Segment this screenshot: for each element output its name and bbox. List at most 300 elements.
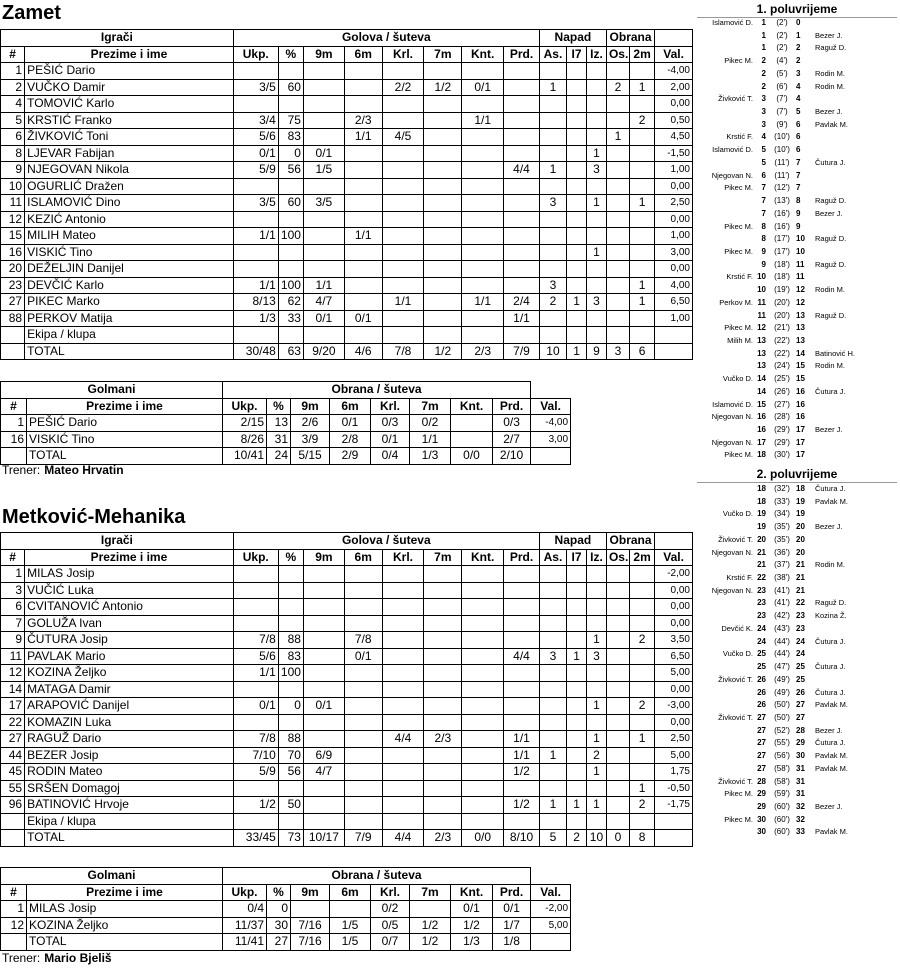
stat-cell: 1/1 [233, 228, 278, 245]
stat-cell [539, 813, 566, 830]
away-score: 14 [796, 348, 805, 358]
stat-cell [539, 211, 566, 228]
stat-cell: 1/1 [504, 747, 540, 764]
value-cell [531, 448, 571, 465]
stat-cell [424, 96, 462, 113]
stat-cell: 9/20 [303, 343, 344, 360]
stat-cell [539, 731, 566, 748]
player-row [1, 277, 693, 294]
header-obrana-suteva: Obrana / šuteva [223, 868, 531, 885]
stat-cell [424, 178, 462, 195]
stat-cell: 7/16 [291, 917, 330, 934]
player-name: OGURLIĆ Dražen [25, 178, 234, 195]
home-scorer: Živković T. [718, 712, 753, 722]
stat-cell: 1 [587, 698, 607, 715]
player-row [1, 343, 693, 360]
minute: (16') [774, 221, 790, 231]
header-columns-row [1, 46, 693, 63]
stat-cell: 8 [629, 830, 654, 847]
pbp-event [697, 437, 900, 450]
stat-cell [587, 714, 607, 731]
header-golmani: Golmani [1, 382, 223, 399]
stat-cell [382, 599, 424, 616]
pbp-event [697, 547, 900, 560]
stat-cell: 73 [278, 830, 303, 847]
stat-cell [567, 244, 587, 261]
away-score: 15 [796, 374, 805, 384]
player-number: 5 [1, 112, 25, 129]
away-score: 20 [796, 534, 805, 544]
home-scorer: Njegovan N. [711, 585, 753, 595]
value-cell: -4,00 [655, 63, 693, 80]
stat-cell [539, 632, 566, 649]
stat-cell: 6 [629, 343, 654, 360]
stat-cell: 6/9 [303, 747, 344, 764]
header-col: Knt. [462, 549, 504, 566]
player-number [1, 327, 25, 344]
player-number: 6 [1, 599, 25, 616]
home-players-table [0, 29, 693, 360]
away-score: 0 [796, 18, 801, 27]
stat-cell [462, 162, 504, 179]
stat-cell: 62 [278, 294, 303, 311]
stat-cell [344, 277, 382, 294]
stat-cell [303, 112, 344, 129]
away-coach [2, 951, 112, 965]
pbp-event [697, 208, 900, 221]
stat-cell [629, 129, 654, 146]
stat-cell: 1/2 [504, 764, 540, 781]
away-score: 33 [796, 827, 805, 837]
header-col: Prd. [493, 884, 531, 901]
header-col: Val. [655, 549, 693, 566]
goalkeeper-number: 1 [1, 901, 27, 918]
minute: (7') [776, 94, 788, 104]
stat-cell [382, 162, 424, 179]
stat-cell [424, 632, 462, 649]
stat-cell [424, 195, 462, 212]
header-col: Ukp. [233, 549, 278, 566]
stat-cell: 0/3 [493, 415, 531, 432]
value-cell: 1,00 [655, 162, 693, 179]
header-num: # [1, 884, 27, 901]
player-name: RODIN Mateo [25, 764, 234, 781]
stat-cell: 2 [606, 79, 629, 96]
goalkeeper-number: 16 [1, 431, 27, 448]
player-name: PAVLAK Mario [25, 648, 234, 665]
header-col: 7m [410, 884, 451, 901]
value-cell: -2,00 [655, 566, 693, 583]
stat-cell [567, 228, 587, 245]
away-score: 12 [796, 285, 805, 295]
stat-cell [539, 780, 566, 797]
stat-cell [629, 566, 654, 583]
stat-cell: 1/2 [410, 934, 451, 951]
stat-cell [424, 244, 462, 261]
header-golova-suteva: Golova / šuteva [233, 30, 539, 47]
stat-cell [233, 244, 278, 261]
away-score: 12 [796, 297, 805, 307]
stat-cell [606, 764, 629, 781]
stat-cell: 2/2 [382, 79, 424, 96]
stat-cell [606, 145, 629, 162]
stat-cell [233, 178, 278, 195]
pbp-event [697, 763, 900, 776]
stat-cell [504, 615, 540, 632]
minute: (33') [774, 496, 790, 506]
away-scorer: Pavlak M. [815, 496, 848, 506]
player-name: SRŠEN Domagoj [25, 780, 234, 797]
value-cell: 3,00 [531, 431, 571, 448]
away-scorer: Čutura J. [815, 738, 846, 748]
value-cell: -1,75 [655, 797, 693, 814]
player-number: 23 [1, 277, 25, 294]
header-col: Val. [655, 46, 693, 63]
player-name: KOMAZIN Luka [25, 714, 234, 731]
stat-cell [606, 698, 629, 715]
pbp-event [697, 42, 900, 55]
player-name: PEŠIĆ Dario [25, 63, 234, 80]
player-number: 9 [1, 632, 25, 649]
player-row [1, 797, 693, 814]
player-number: 10 [1, 178, 25, 195]
away-scorer: Pavlak M. [815, 751, 848, 761]
stat-cell [233, 714, 278, 731]
header-col: Iz. [587, 46, 607, 63]
pbp-event [697, 788, 900, 801]
value-cell: -1,50 [655, 145, 693, 162]
away-scorer: Bezer J. [815, 208, 843, 218]
player-row [1, 714, 693, 731]
stat-cell [567, 780, 587, 797]
header-napad: Napad [539, 533, 606, 550]
stat-cell: 0/1 [303, 310, 344, 327]
stat-cell [233, 96, 278, 113]
player-name: VISKIĆ Tino [25, 244, 234, 261]
pbp-event [697, 93, 900, 106]
away-score: 21 [796, 585, 805, 595]
stat-cell [462, 277, 504, 294]
stat-cell [629, 244, 654, 261]
header-col: 2m [629, 549, 654, 566]
stat-cell [462, 63, 504, 80]
away-score: 24 [796, 649, 805, 659]
home-coach [2, 463, 124, 477]
away-scorer: Bezer J. [815, 107, 843, 117]
minute: (7') [776, 107, 788, 117]
stat-cell [382, 277, 424, 294]
stat-cell [382, 195, 424, 212]
away-score: 25 [796, 674, 805, 684]
stat-cell [382, 813, 424, 830]
stat-cell: 0/4 [371, 448, 410, 465]
home-score: 10 [757, 272, 766, 282]
stat-cell [587, 63, 607, 80]
player-name: TOTAL [25, 343, 234, 360]
value-cell: 0,00 [655, 261, 693, 278]
away-score: 17 [796, 425, 805, 435]
first-half-title: 1. poluvrijeme [697, 1, 897, 18]
stat-cell [382, 747, 424, 764]
stat-cell [278, 813, 303, 830]
stat-cell: 4/7 [303, 294, 344, 311]
stat-cell: 1/1 [410, 431, 451, 448]
stat-cell [344, 797, 382, 814]
home-scorer: Islamović D. [712, 18, 753, 27]
stat-cell [606, 277, 629, 294]
player-name: ISLAMOVIĆ Dino [25, 195, 234, 212]
away-score: 26 [796, 687, 805, 697]
pbp-event [697, 399, 900, 412]
stat-cell [233, 582, 278, 599]
goalkeeper-number: 12 [1, 917, 27, 934]
stat-cell: 1/3 [410, 448, 451, 465]
home-scorer: Milih M. [727, 336, 753, 345]
stat-cell [344, 698, 382, 715]
home-score: 2 [761, 68, 766, 78]
value-cell: 0,00 [655, 615, 693, 632]
stat-cell: 2 [629, 632, 654, 649]
pbp-event [697, 30, 900, 43]
home-scorer: Vučko D. [722, 509, 753, 519]
away-score: 2 [796, 56, 801, 66]
player-name: KRSTIĆ Franko [25, 112, 234, 129]
stat-cell [504, 79, 540, 96]
stat-cell [606, 112, 629, 129]
stat-cell [303, 681, 344, 698]
stat-cell [587, 615, 607, 632]
stat-cell: 0/4 [223, 901, 267, 918]
away-score: 20 [796, 547, 805, 557]
pbp-event [697, 508, 900, 521]
stat-cell [504, 129, 540, 146]
stat-cell: 0 [606, 830, 629, 847]
away-score: 5 [796, 107, 801, 117]
home-scorer: Pikec M. [724, 450, 753, 460]
stat-cell [424, 582, 462, 599]
stat-cell: 5/6 [233, 129, 278, 146]
stat-cell: 8/13 [233, 294, 278, 311]
stat-cell [303, 632, 344, 649]
stat-cell: 0 [278, 145, 303, 162]
player-name: ČUTURA Josip [25, 632, 234, 649]
minute: (22') [774, 348, 790, 358]
pbp-event [697, 483, 900, 496]
home-score: 7 [761, 208, 766, 218]
away-score: 23 [796, 611, 805, 621]
stat-cell [539, 178, 566, 195]
player-number [1, 813, 25, 830]
stat-cell [587, 211, 607, 228]
stat-cell [382, 327, 424, 344]
stat-cell: 4/4 [382, 830, 424, 847]
stat-cell [344, 261, 382, 278]
minute: (18') [774, 259, 790, 269]
stat-cell [629, 714, 654, 731]
player-number: 20 [1, 261, 25, 278]
pbp-event [697, 496, 900, 509]
stat-cell [629, 764, 654, 781]
stat-cell: 1 [629, 79, 654, 96]
player-row [1, 244, 693, 261]
minute: (20') [774, 297, 790, 307]
stat-cell: 3/5 [303, 195, 344, 212]
header-col: 9m [303, 46, 344, 63]
pbp-event [697, 801, 900, 814]
stat-cell: 1/1 [462, 112, 504, 129]
stat-cell [278, 178, 303, 195]
away-score: 1 [796, 30, 801, 40]
home-scorer: Pikec M. [724, 246, 753, 256]
value-cell [655, 813, 693, 830]
home-scorer: Pikec M. [724, 183, 753, 193]
home-scorer: Vučko D. [722, 374, 753, 384]
minute: (50') [774, 700, 790, 710]
goalkeeper-name: VISKIĆ Tino [27, 431, 223, 448]
stat-cell [606, 714, 629, 731]
home-score: 12 [757, 323, 766, 333]
minute: (6') [776, 81, 788, 91]
stat-cell [462, 780, 504, 797]
value-cell [655, 830, 693, 847]
pbp-event [697, 648, 900, 661]
away-score: 19 [796, 496, 805, 506]
minute: (60') [774, 814, 790, 824]
player-name: TOTAL [25, 830, 234, 847]
stat-cell: 1/2 [424, 343, 462, 360]
stat-cell: 0/1 [233, 145, 278, 162]
player-row [1, 145, 693, 162]
goalkeeper-row [1, 934, 571, 951]
stat-cell [539, 63, 566, 80]
stat-cell [233, 327, 278, 344]
stat-cell [462, 327, 504, 344]
stat-cell [382, 244, 424, 261]
stat-cell [567, 813, 587, 830]
stat-cell [539, 129, 566, 146]
home-score: 3 [761, 119, 766, 129]
stat-cell [606, 261, 629, 278]
header-col: % [278, 46, 303, 63]
home-scorer: Njegovan N. [711, 437, 753, 447]
stat-cell: 1/3 [451, 934, 493, 951]
stat-cell: 7/9 [344, 830, 382, 847]
player-number: 88 [1, 310, 25, 327]
player-name: ARAPOVIĆ Danijel [25, 698, 234, 715]
stat-cell [462, 714, 504, 731]
away-score: 6 [796, 119, 801, 129]
value-cell: 3,50 [655, 632, 693, 649]
stat-cell: 10/41 [223, 448, 267, 465]
home-score: 24 [757, 636, 766, 646]
stat-cell: 1/8 [493, 934, 531, 951]
stat-cell [539, 615, 566, 632]
stat-cell [504, 599, 540, 616]
home-score: 13 [757, 336, 766, 345]
stat-cell [606, 294, 629, 311]
stat-cell: 11/37 [223, 917, 267, 934]
stat-cell: 7/16 [291, 934, 330, 951]
stat-cell: 63 [278, 343, 303, 360]
goalkeeper-row [1, 415, 571, 432]
stat-cell: 70 [278, 747, 303, 764]
stat-cell: 3/9 [291, 431, 330, 448]
pbp-event [697, 776, 900, 789]
stat-cell [462, 566, 504, 583]
stat-cell: 33 [278, 310, 303, 327]
stat-cell [424, 327, 462, 344]
home-scorer: Njegovan N. [711, 412, 753, 422]
stat-cell: 1 [587, 764, 607, 781]
stat-cell: 1 [629, 731, 654, 748]
stat-cell [424, 145, 462, 162]
home-scorer: Živković T. [718, 534, 753, 544]
stat-cell [567, 582, 587, 599]
header-obrana-suteva: Obrana / šuteva [223, 382, 531, 399]
away-scorer: Raguž D. [815, 196, 847, 206]
home-score: 2 [761, 81, 766, 91]
stat-cell: 1 [567, 294, 587, 311]
stat-cell: 1 [587, 731, 607, 748]
away-scorer: Bezer J. [815, 522, 843, 532]
pbp-event [697, 610, 900, 623]
stat-cell: 5/6 [233, 648, 278, 665]
home-score: 23 [757, 598, 766, 608]
stat-cell [382, 780, 424, 797]
goalkeeper-number [1, 448, 27, 465]
stat-cell [504, 813, 540, 830]
stat-cell [382, 566, 424, 583]
home-scorer: Krstić F. [726, 573, 753, 583]
stat-cell [344, 96, 382, 113]
minute: (34') [774, 509, 790, 519]
stat-cell [606, 195, 629, 212]
away-scorer: Čutura J. [815, 662, 846, 672]
stat-cell [382, 698, 424, 715]
stat-cell [278, 327, 303, 344]
header-obrana: Obrana [606, 533, 654, 550]
minute: (29') [774, 425, 790, 435]
player-name: PIKEC Marko [25, 294, 234, 311]
stat-cell [424, 681, 462, 698]
home-score: 8 [761, 221, 766, 231]
header-col: Krl. [382, 46, 424, 63]
stat-cell [567, 698, 587, 715]
pbp-event [697, 826, 900, 839]
value-cell: 0,00 [655, 96, 693, 113]
stat-cell [629, 615, 654, 632]
stat-cell [504, 195, 540, 212]
stat-cell [606, 162, 629, 179]
player-number: 27 [1, 731, 25, 748]
home-score: 26 [757, 674, 766, 684]
value-cell: 0,00 [655, 582, 693, 599]
value-cell: 2,00 [655, 79, 693, 96]
away-scorer: Čutura J. [815, 157, 846, 167]
pbp-event [697, 68, 900, 81]
pbp-event [697, 424, 900, 437]
stat-cell [504, 681, 540, 698]
stat-cell [424, 780, 462, 797]
minute: (21') [774, 323, 790, 333]
pbp-event [697, 712, 900, 725]
home-scorer: Njegovan N. [711, 547, 753, 557]
stat-cell [504, 112, 540, 129]
pbp-event [697, 221, 900, 234]
stat-cell: 100 [278, 665, 303, 682]
header-obrana: Obrana [606, 30, 654, 47]
player-row [1, 681, 693, 698]
